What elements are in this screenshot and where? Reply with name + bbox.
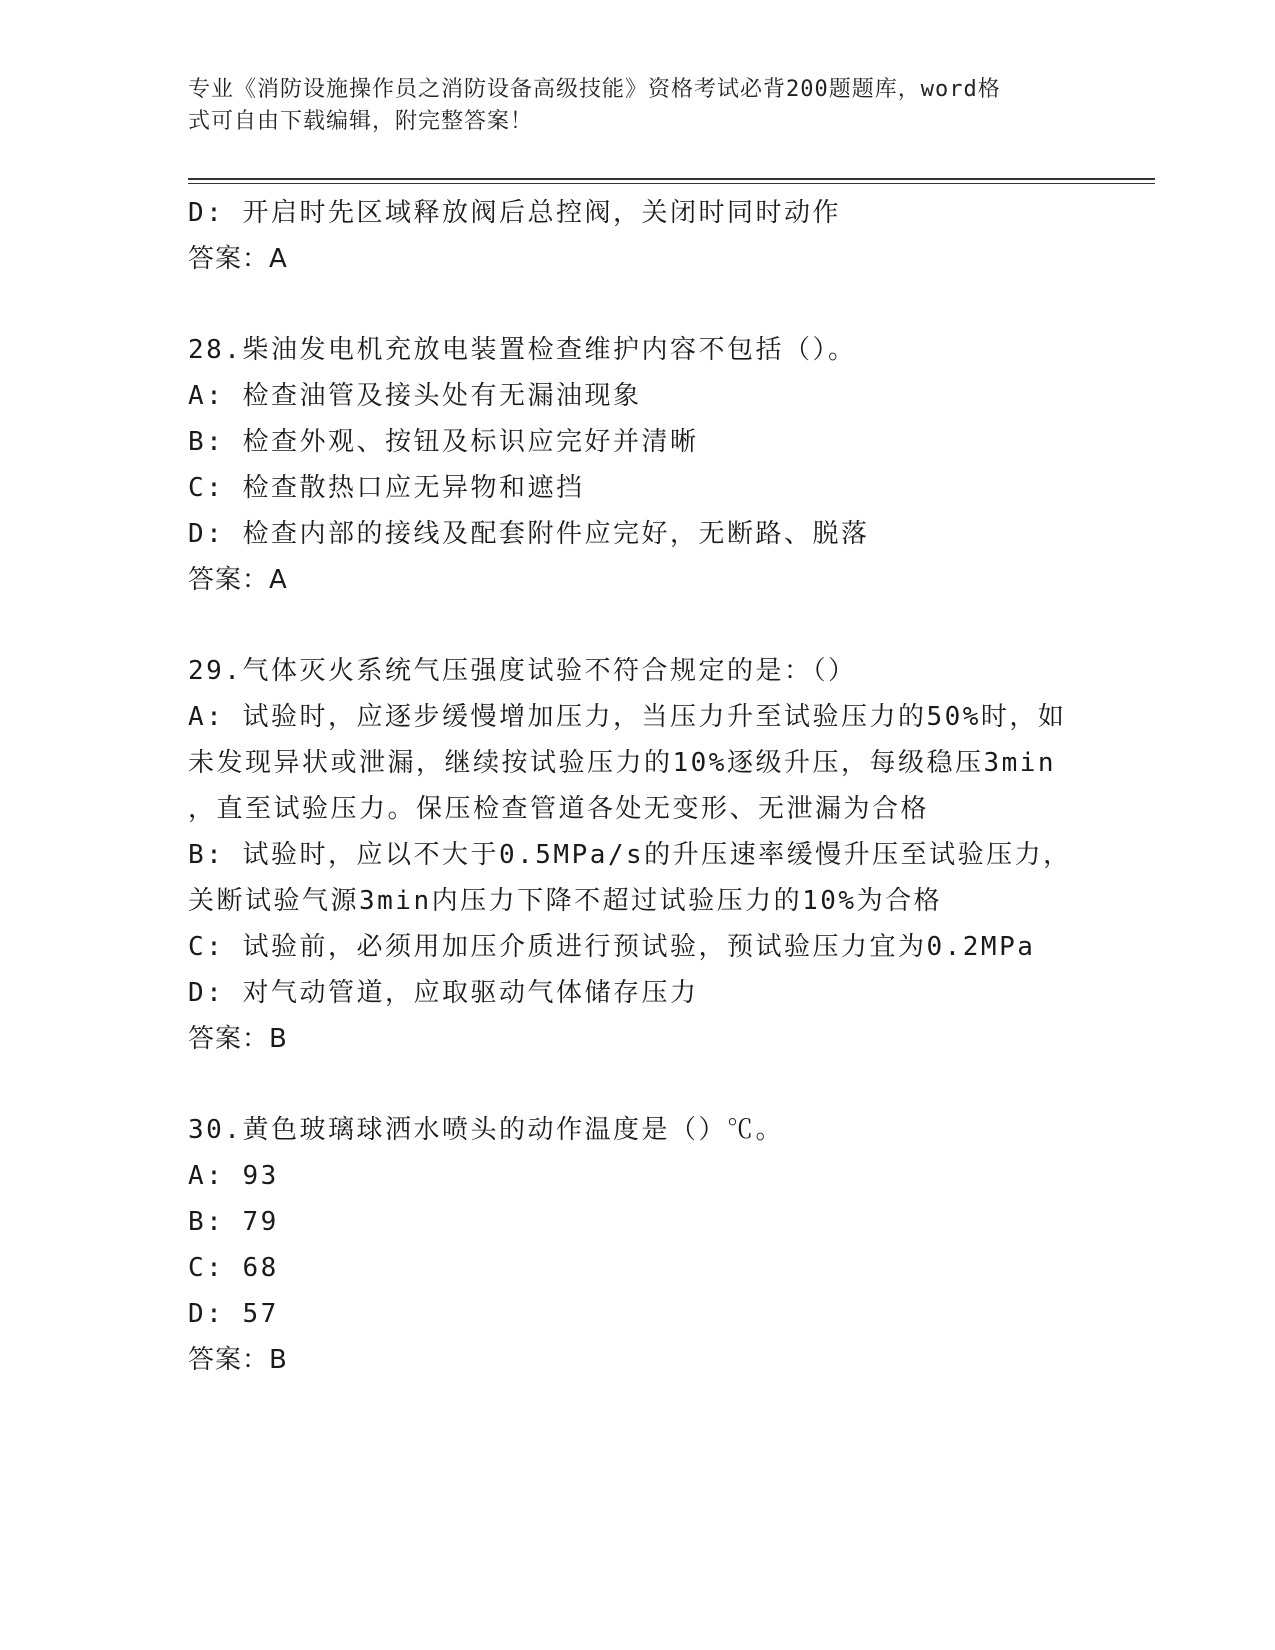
option-c: C: 68 bbox=[188, 1253, 279, 1283]
header-divider bbox=[188, 178, 1155, 180]
page-header bbox=[188, 74, 1068, 138]
option-a: A: 93 bbox=[188, 1161, 279, 1191]
option-d: D: 对气动管道，应取驱动气体储存压力 bbox=[188, 978, 699, 1008]
header-line-2: 式可自由下载编辑，附完整答案！ bbox=[188, 109, 534, 134]
question-29 bbox=[188, 648, 1088, 1062]
option-a: A: 检查油管及接头处有无漏油现象 bbox=[188, 381, 642, 411]
option-a-line-2: 未发现异状或泄漏，继续按试验压力的10%逐级升压，每级稳压3min bbox=[188, 748, 1057, 778]
header-line-1: 专业《消防设施操作员之消防设备高级技能》资格考试必背200题题库，word格 bbox=[188, 77, 1001, 102]
header-divider-thin bbox=[188, 183, 1155, 184]
answer-line: 答案：A bbox=[188, 565, 288, 595]
option-d: D: 检查内部的接线及配套附件应完好，无断路、脱落 bbox=[188, 519, 870, 549]
question-fragment bbox=[188, 190, 1088, 282]
answer-line: 答案：B bbox=[188, 1345, 288, 1375]
option-d: D: 开启时先区域释放阀后总控阀，关闭时同时动作 bbox=[188, 198, 841, 228]
question-28 bbox=[188, 327, 1088, 603]
question-content bbox=[188, 190, 1088, 1383]
option-c: C: 试验前，必须用加压介质进行预试验，预试验压力宜为0.2MPa bbox=[188, 932, 1036, 962]
question-stem: 30.黄色玻璃球洒水喷头的动作温度是（）℃。 bbox=[188, 1115, 784, 1145]
option-a-line-3: ，直至试验压力。保压检查管道各处无变形、无泄漏为合格 bbox=[188, 794, 930, 824]
question-stem: 29.气体灭火系统气压强度试验不符合规定的是：（） bbox=[188, 656, 857, 686]
option-b: B: 79 bbox=[188, 1207, 279, 1237]
option-c: C: 检查散热口应无异物和遮挡 bbox=[188, 473, 585, 503]
option-b: B: 检查外观、按钮及标识应完好并清晰 bbox=[188, 427, 699, 457]
question-stem: 28.柴油发电机充放电装置检查维护内容不包括（）。 bbox=[188, 335, 857, 365]
option-b-line-1: B: 试验时，应以不大于0.5MPa/s的升压速率缓慢升压至试验压力， bbox=[188, 840, 1072, 870]
option-d: D: 57 bbox=[188, 1299, 279, 1329]
answer-line: 答案：A bbox=[188, 244, 288, 274]
answer-line: 答案：B bbox=[188, 1024, 288, 1054]
question-30 bbox=[188, 1107, 1088, 1383]
option-b-line-2: 关断试验气源3min内压力下降不超过试验压力的10%为合格 bbox=[188, 886, 943, 916]
option-a-line-1: A: 试验时，应逐步缓慢增加压力，当压力升至试验压力的50%时，如 bbox=[188, 702, 1067, 732]
